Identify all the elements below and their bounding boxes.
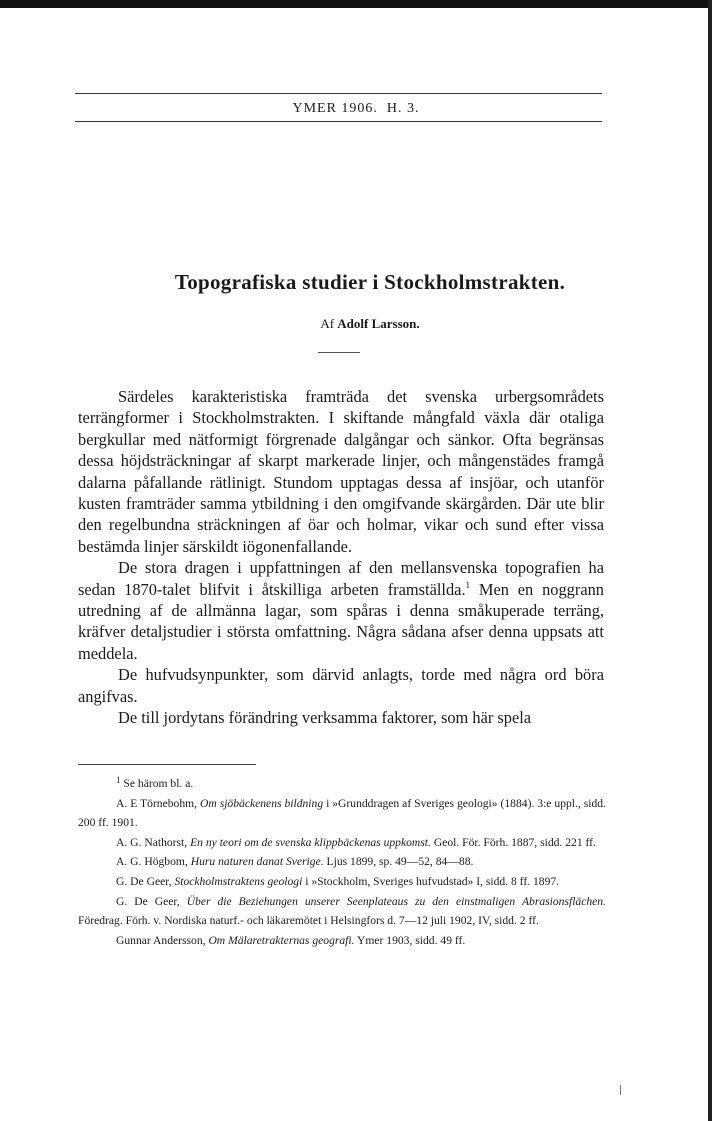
footnote-ref-item: [78, 872, 606, 892]
header-rule-top: [75, 93, 602, 94]
ref-details: i »Stockholm, Sveriges hufvudstad» I, sidd. 8 ff. 1897.: [305, 874, 560, 888]
ref-author: G. De Geer,: [116, 874, 172, 888]
footnote-separator: [78, 764, 256, 765]
header-rule-bottom: [75, 121, 602, 122]
title-separator: [318, 352, 360, 353]
footnote-ref: 1: [465, 579, 471, 590]
ref-title: Über die Beziehungen unserer Seenplateaus zu den einstmaligen Abrasionsflächen.: [186, 894, 607, 908]
footnote-ref-item: [78, 833, 606, 853]
ref-details: Ymer 1903, sidd. 49 ff.: [357, 933, 466, 947]
author-prefix: Af: [320, 316, 335, 331]
ref-details: i »Grunddragen af Sveriges geologi» (1884). 3:e uppl., sidd. 200 ff. 1901.: [78, 796, 606, 830]
paragraph-2: [78, 557, 604, 664]
running-header: [0, 101, 712, 117]
ref-author: G. De Geer,: [116, 894, 180, 908]
ref-details: Geol. För. Förh. 1887, sidd. 221 ff.: [433, 835, 596, 849]
author-name: Adolf Larsson.: [337, 316, 420, 331]
footnote-ref-item: [78, 931, 606, 951]
ref-author: A. E Törnebohm,: [116, 796, 198, 810]
ref-details: Föredrag. Förh. v. Nordiska naturf.- och läkaremötet i Helsingfors d. 7—12 juli 1902, IV, sidd. 2 ff.: [78, 914, 539, 928]
ref-author: A. G. Nathorst,: [116, 835, 188, 849]
article-title: Topografiska studier i Stockholmstrakten.: [174, 270, 566, 294]
scan-top-border: [0, 0, 712, 8]
footnote-ref-item: [78, 892, 606, 931]
footnote-ref-item: [78, 852, 606, 872]
footnote-ref-item: [78, 794, 606, 833]
footnote-1: [78, 771, 606, 794]
ref-details: Ljus 1899, sp. 49—52, 84—88.: [326, 855, 474, 869]
journal-issue: H. 3.: [386, 101, 420, 116]
footnotes: [78, 771, 606, 950]
ref-title: Huru naturen danat Sverige.: [190, 855, 324, 869]
paragraph-3: De hufvudsynpunkter, som därvid anlagts, torde med några ord böra angifvas.: [78, 665, 604, 706]
footnote-marker: 1: [116, 775, 121, 785]
scan-right-border: [708, 0, 712, 1121]
article-author: [180, 316, 560, 332]
ref-title: Stockholmstraktens geologi: [174, 874, 303, 888]
journal-name: YMER: [292, 101, 337, 116]
journal-year: 1906.: [341, 101, 378, 116]
footnote-intro: Se härom bl. a.: [123, 777, 194, 790]
article-body: [78, 386, 604, 729]
ref-title: Om sjöbäckenens bildning: [200, 796, 324, 810]
paragraph-4: De till jordytans förändring verksamma faktorer, som här spela: [118, 708, 532, 728]
scan-speck: [620, 1085, 621, 1095]
paragraph-2-text: De stora dragen i uppfattningen af den mellansvenska topografien ha sedan 1870-talet blifvit i åtskilliga arbeten framställda.: [78, 558, 604, 599]
ref-author: A. G. Högbom,: [116, 855, 188, 869]
paragraph-2-cont: Men en noggrann utredning af de allmänna lagar, som spåras i denna småkuperade terräng, kräfver detaljstudier i största omfattning. Några sådana afser denna uppsats att meddela.: [78, 579, 604, 663]
paragraph-1: Särdeles karakteristiska framträda det svenska urbergsområdets terrängformer i Stockholmstrakten. I skiftande mångfald växla där otaliga bergkullar med nätformigt förgrenade dalgångar och sänkor. Ofta begränsas dessa höjdsträckningar af skarpt markerade linjer, och mångenstädes framgå dalarna påfallande rätlinigt. Stundom upptagas dessa af insjöar, och utanför kusten framträder samma ytbildning i den omgifvande skärgården. Där ute blir den regelbundna sträckningen af öar och holmar, vikar och sund efter vissa bestämda linjer särskildt iögonenfallande.: [78, 387, 604, 556]
ref-title: En ny teori om de svenska klippbäckenas uppkomst.: [190, 835, 431, 849]
ref-author: Gunnar Andersson,: [116, 933, 206, 947]
ref-title: Om Mälaretrakternas geografi.: [208, 933, 355, 947]
